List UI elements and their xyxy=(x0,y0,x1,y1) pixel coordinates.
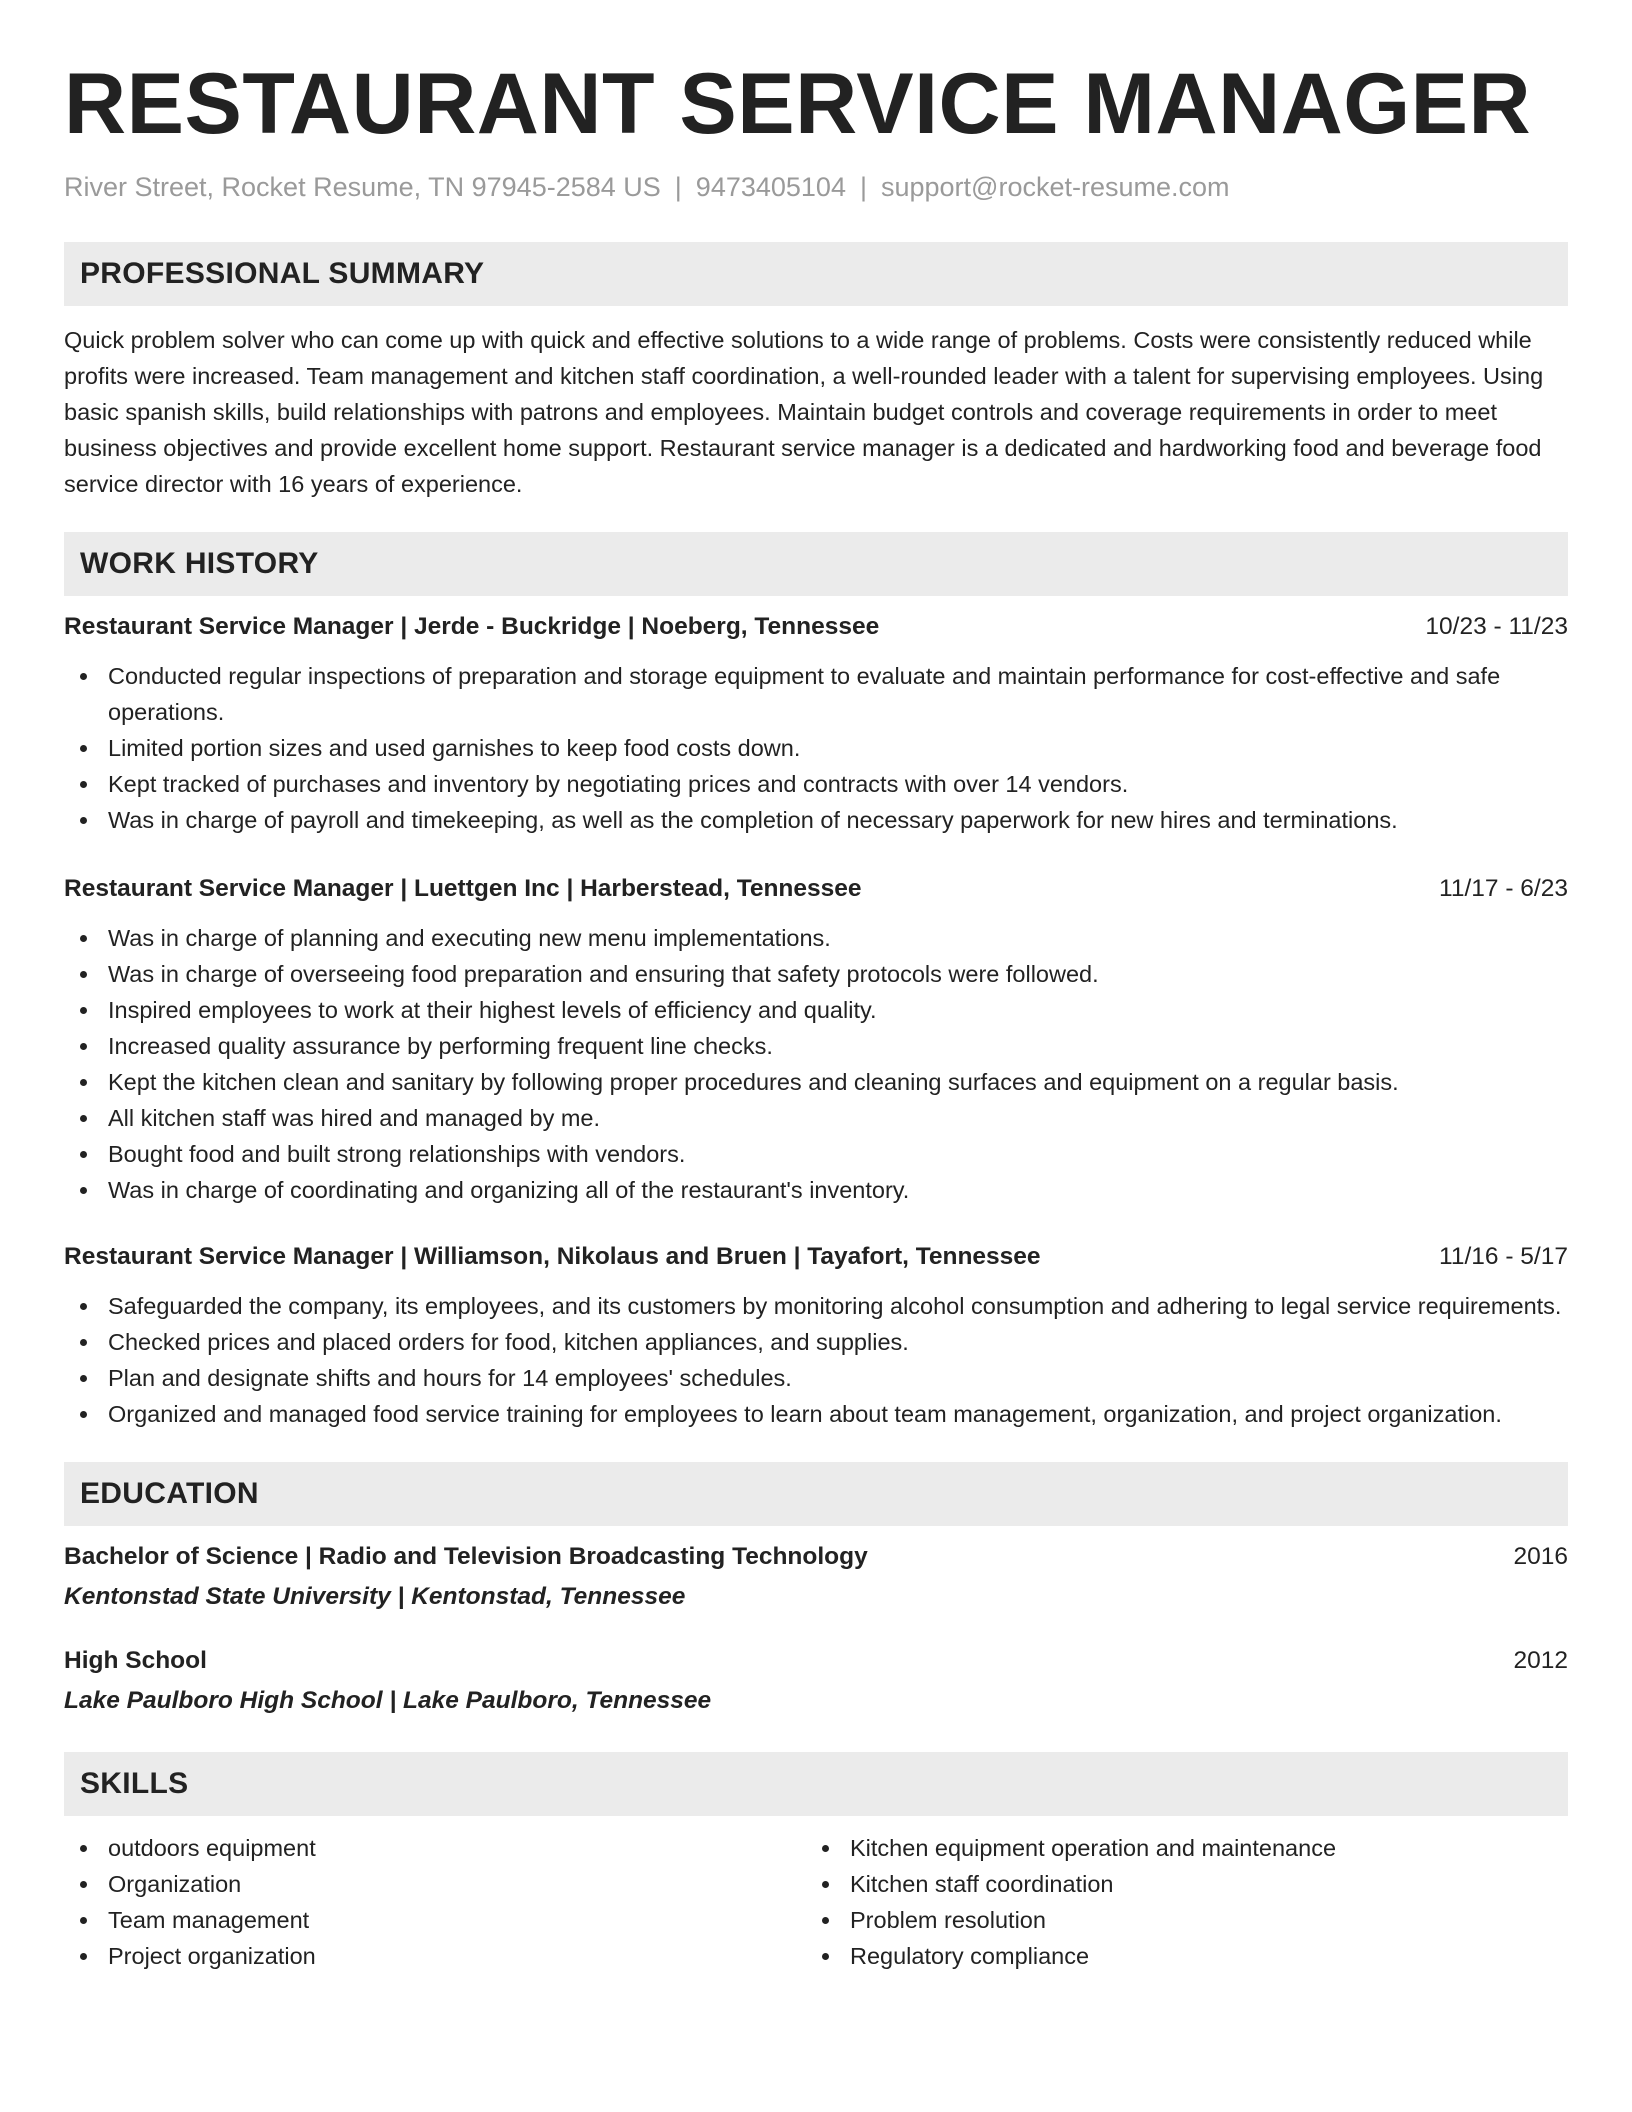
job-bullet: Conducted regular inspections of preparation and storage equipment to evaluate and maintain performance for cost-effective and safe operations. xyxy=(64,658,1568,730)
contact-email: support@rocket-resume.com xyxy=(880,172,1230,202)
job-title: Restaurant Service Manager | Williamson, Nikolaus and Bruen | Tayafort, Tennessee xyxy=(64,1243,1041,1270)
skills-list-left xyxy=(64,1830,806,1974)
job-entry xyxy=(64,872,1568,1208)
job-dates: 11/17 - 6/23 xyxy=(1439,875,1568,902)
job-bullets xyxy=(64,658,1568,838)
job-bullet: Increased quality assurance by performing frequent line checks. xyxy=(64,1028,1568,1064)
summary-text: Quick problem solver who can come up with quick and effective solutions to a wide range of problems. Costs were consistently reduced while profits were increased. Team management and kitchen staff coordination, a well-rounded leader with a talent for supervising employees. Using basic spanish skills, build relationships with patrons and employees. Maintain budget controls and coverage requirements in order to meet business objectives and provide excellent home support. Restaurant service manager is a dedicated and hardworking food and beverage food service director with 16 years of experience. xyxy=(64,327,1544,497)
resume-page xyxy=(64,0,1568,1974)
skill-item: Kitchen equipment operation and maintenance xyxy=(806,1830,1548,1866)
education-school: Kentonstad State University | Kentonstad, Tennessee xyxy=(64,1583,686,1610)
job-bullet: Inspired employees to work at their highest levels of efficiency and quality. xyxy=(64,992,1568,1028)
education-header xyxy=(64,1644,1568,1678)
job-bullet: Limited portion sizes and used garnishes to keep food costs down. xyxy=(64,730,1568,766)
job-bullet: Was in charge of coordinating and organizing all of the restaurant's inventory. xyxy=(64,1172,1568,1208)
job-bullet: Organized and managed food service training for employees to learn about team management, organization, and project organization. xyxy=(64,1396,1568,1432)
job-header xyxy=(64,872,1568,906)
contact-separator: | xyxy=(674,172,682,202)
skills-section-header xyxy=(64,1752,1568,1816)
education-section-title: EDUCATION xyxy=(80,1477,259,1510)
skill-item: Kitchen staff coordination xyxy=(806,1866,1548,1902)
education-entry xyxy=(64,1644,1568,1718)
skill-item: Problem resolution xyxy=(806,1902,1548,1938)
education-entry xyxy=(64,1540,1568,1614)
work-section-header xyxy=(64,532,1568,596)
skill-item: Team management xyxy=(64,1902,806,1938)
education-year: 2016 xyxy=(1513,1543,1568,1570)
job-bullets xyxy=(64,1288,1568,1432)
job-dates: 11/16 - 5/17 xyxy=(1439,1243,1568,1270)
job-bullet: Checked prices and placed orders for food, kitchen appliances, and supplies. xyxy=(64,1324,1568,1360)
contact-line xyxy=(64,170,1568,204)
skill-item: Organization xyxy=(64,1866,806,1902)
job-bullet: Kept the kitchen clean and sanitary by following proper procedures and cleaning surfaces and equipment on a regular basis. xyxy=(64,1064,1568,1100)
job-bullet: Was in charge of payroll and timekeeping, as well as the completion of necessary paperwork for new hires and terminations. xyxy=(64,802,1568,838)
education-school: Lake Paulboro High School | Lake Paulboro, Tennessee xyxy=(64,1687,712,1714)
education-section-header xyxy=(64,1462,1568,1526)
education-degree: High School xyxy=(64,1647,207,1674)
job-entry xyxy=(64,610,1568,838)
contact-address: River Street, Rocket Resume, TN 97945-2584 US xyxy=(64,172,661,202)
job-dates: 10/23 - 11/23 xyxy=(1425,613,1568,640)
resume-name: RESTAURANT SERVICE MANAGER xyxy=(64,56,1532,152)
job-bullet: Safeguarded the company, its employees, and its customers by monitoring alcohol consumption and adhering to legal service requirements. xyxy=(64,1288,1568,1324)
work-section-title: WORK HISTORY xyxy=(80,547,319,580)
skills-list-right xyxy=(806,1830,1548,1974)
job-bullet: Was in charge of planning and executing new menu implementations. xyxy=(64,920,1568,956)
skill-item: Regulatory compliance xyxy=(806,1938,1548,1974)
skills-section-title: SKILLS xyxy=(80,1767,189,1800)
job-bullet: All kitchen staff was hired and managed by me. xyxy=(64,1100,1568,1136)
job-bullet: Kept tracked of purchases and inventory by negotiating prices and contracts with over 14 vendors. xyxy=(64,766,1568,802)
job-bullet: Bought food and built strong relationships with vendors. xyxy=(64,1136,1568,1172)
job-header xyxy=(64,610,1568,644)
skills-grid xyxy=(64,1830,1568,1974)
skill-item: Project organization xyxy=(64,1938,806,1974)
contact-separator: | xyxy=(859,172,867,202)
job-bullets xyxy=(64,920,1568,1208)
contact-phone: 9473405104 xyxy=(695,172,846,202)
job-title: Restaurant Service Manager | Luettgen Inc | Harberstead, Tennessee xyxy=(64,875,862,902)
summary-section-header xyxy=(64,242,1568,306)
education-header xyxy=(64,1540,1568,1574)
education-degree: Bachelor of Science | Radio and Television Broadcasting Technology xyxy=(64,1543,868,1570)
job-bullet: Plan and designate shifts and hours for 14 employees' schedules. xyxy=(64,1360,1568,1396)
job-entry xyxy=(64,1240,1568,1432)
job-header xyxy=(64,1240,1568,1274)
job-title: Restaurant Service Manager | Jerde - Buckridge | Noeberg, Tennessee xyxy=(64,613,880,640)
education-year: 2012 xyxy=(1513,1647,1568,1674)
job-bullet: Was in charge of overseeing food preparation and ensuring that safety protocols were followed. xyxy=(64,956,1568,992)
summary-section-title: PROFESSIONAL SUMMARY xyxy=(80,257,485,290)
skill-item: outdoors equipment xyxy=(64,1830,806,1866)
